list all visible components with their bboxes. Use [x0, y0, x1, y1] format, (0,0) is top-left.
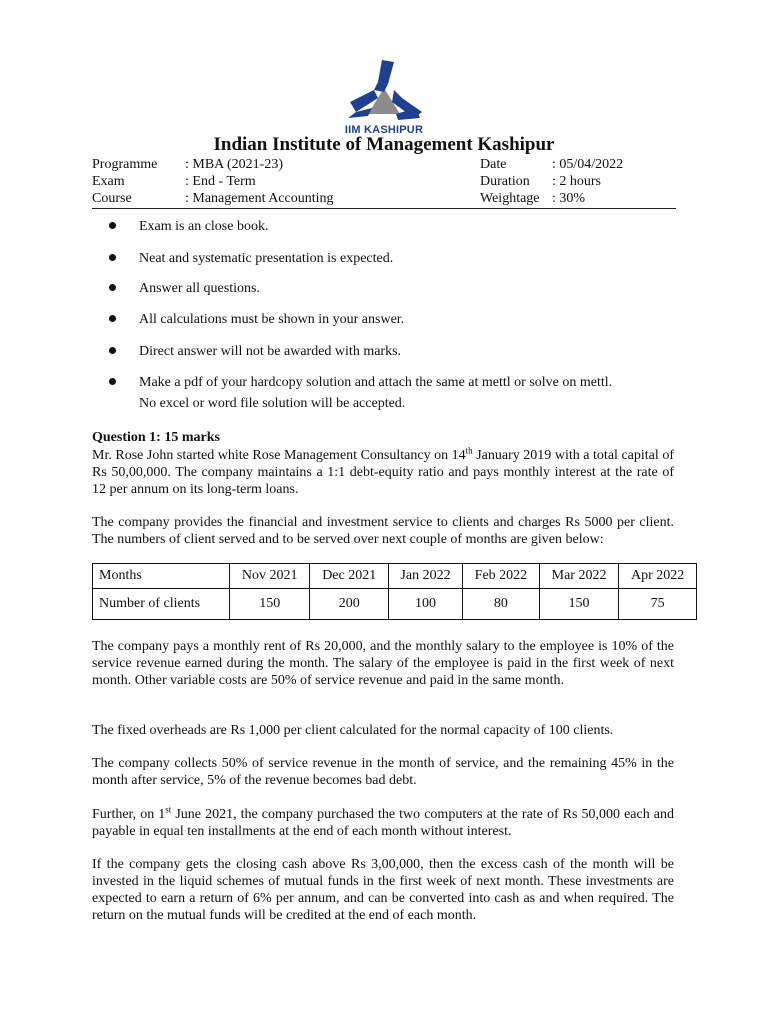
- bullet-icon: [109, 222, 116, 229]
- paragraph-text: Further, on 1: [92, 807, 166, 822]
- question-paragraph-3: The company pays a monthly rent of Rs 20,000, and the monthly salary to the employee is 10% of the service revenue earned during the month. The salary of the employee is paid in the first week of next month. Other variable costs are 50% of service revenue and paid in the same month.: [92, 639, 674, 688]
- table-cell: Number of clients: [93, 589, 230, 620]
- instruction-text: All calculations must be shown in your answer.: [139, 312, 405, 327]
- meta-value: : End - Term: [185, 174, 256, 189]
- meta-label: Course: [92, 191, 132, 206]
- question-paragraph-2: The company provides the financial and investment service to clients and charges Rs 5000 per client. The numbers of client served and to be served over next couple of months are given below:: [92, 515, 674, 547]
- question-paragraph-1: [92, 447, 674, 498]
- question-paragraph-6: [92, 806, 674, 840]
- meta-label: Duration: [480, 174, 530, 189]
- instruction-text: Neat and systematic presentation is expected.: [139, 251, 394, 266]
- question-paragraph-4: The fixed overheads are Rs 1,000 per client calculated for the normal capacity of 100 clients.: [92, 723, 614, 738]
- table-header-cell: Mar 2022: [539, 564, 618, 589]
- meta-row-course: [92, 190, 334, 207]
- bullet-icon: [109, 254, 116, 261]
- table-cell: 75: [619, 589, 697, 620]
- iim-kashipur-logo: [338, 58, 430, 138]
- table-cell: 150: [539, 589, 618, 620]
- table-header-cell: Feb 2022: [463, 564, 540, 589]
- bullet-icon: [109, 347, 116, 354]
- meta-label: Exam: [92, 174, 125, 189]
- meta-row-programme: [92, 156, 334, 173]
- table-cell: 200: [310, 589, 389, 620]
- superscript: st: [165, 804, 172, 815]
- superscript: th: [465, 445, 473, 456]
- paragraph-text: Mr. Rose John started white Rose Management Consultancy on 14: [92, 448, 466, 463]
- table-header-cell: Months: [93, 564, 230, 589]
- table-header-row: [93, 564, 697, 589]
- table-cell: 80: [463, 589, 540, 620]
- header-divider: [92, 208, 676, 209]
- table-cell: 100: [389, 589, 463, 620]
- meta-value: : 05/04/2022: [552, 157, 624, 172]
- bullet-icon: [109, 284, 116, 291]
- meta-value: : MBA (2021-23): [185, 157, 283, 172]
- institute-title: Indian Institute of Management Kashipur: [213, 134, 555, 155]
- exam-meta-right: [480, 156, 623, 207]
- instruction-text: Answer all questions.: [139, 281, 260, 296]
- table-header-cell: Apr 2022: [619, 564, 697, 589]
- meta-value: : Management Accounting: [185, 191, 334, 206]
- question-paragraph-5: The company collects 50% of service revenue in the month of service, and the remaining 45% in the month after service, 5% of the revenue becomes bad debt.: [92, 756, 674, 788]
- table-header-cell: Dec 2021: [310, 564, 389, 589]
- meta-row-date: [480, 156, 623, 173]
- table-header-cell: Jan 2022: [389, 564, 463, 589]
- meta-row-duration: [480, 173, 623, 190]
- clients-table: [92, 563, 697, 620]
- instruction-text: Make a pdf of your hardcopy solution and attach the same at mettl or solve on mettl.: [139, 375, 613, 390]
- paragraph-text: June 2021, the company purchased the two computers at the rate of Rs 50,000 each and payable in equal ten installments at the end of each month without interest.: [92, 807, 675, 839]
- instruction-text: Exam is an close book.: [139, 219, 269, 234]
- meta-row-weightage: [480, 190, 623, 207]
- bullet-icon: [109, 315, 116, 322]
- logo-emblem-icon: [338, 58, 430, 124]
- question-paragraph-7: If the company gets the closing cash above Rs 3,00,000, then the excess cash of the month will be invested in the liquid schemes of mutual funds in the first week of next month. These investments are expected to earn a return of 6% per annum, and can be converted into cash as and when required. The return on the mutual funds will be credited at the end of each month.: [92, 857, 674, 923]
- meta-label: Weightage: [480, 191, 540, 206]
- meta-label: Date: [480, 157, 507, 172]
- exam-meta-left: [92, 156, 334, 207]
- meta-row-exam: [92, 173, 334, 190]
- paragraph-text: January 2019 with a total capital of Rs 50,00,000. The company maintains a 1:1 debt-equity ratio and pays monthly interest at the rate of 12 per annum on its long-term loans.: [92, 448, 674, 497]
- meta-label: Programme: [92, 157, 158, 172]
- question-title: Question 1: 15 marks: [92, 430, 220, 445]
- meta-value: : 30%: [552, 191, 586, 206]
- table-cell: 150: [230, 589, 310, 620]
- meta-value: : 2 hours: [552, 174, 601, 189]
- table-row: [93, 589, 697, 620]
- bullet-icon: [109, 378, 116, 385]
- table-header-cell: Nov 2021: [230, 564, 310, 589]
- instruction-text: Direct answer will not be awarded with marks.: [139, 344, 402, 359]
- logo-text: IIM KASHIPUR: [344, 124, 424, 136]
- instruction-text: No excel or word file solution will be accepted.: [139, 396, 406, 411]
